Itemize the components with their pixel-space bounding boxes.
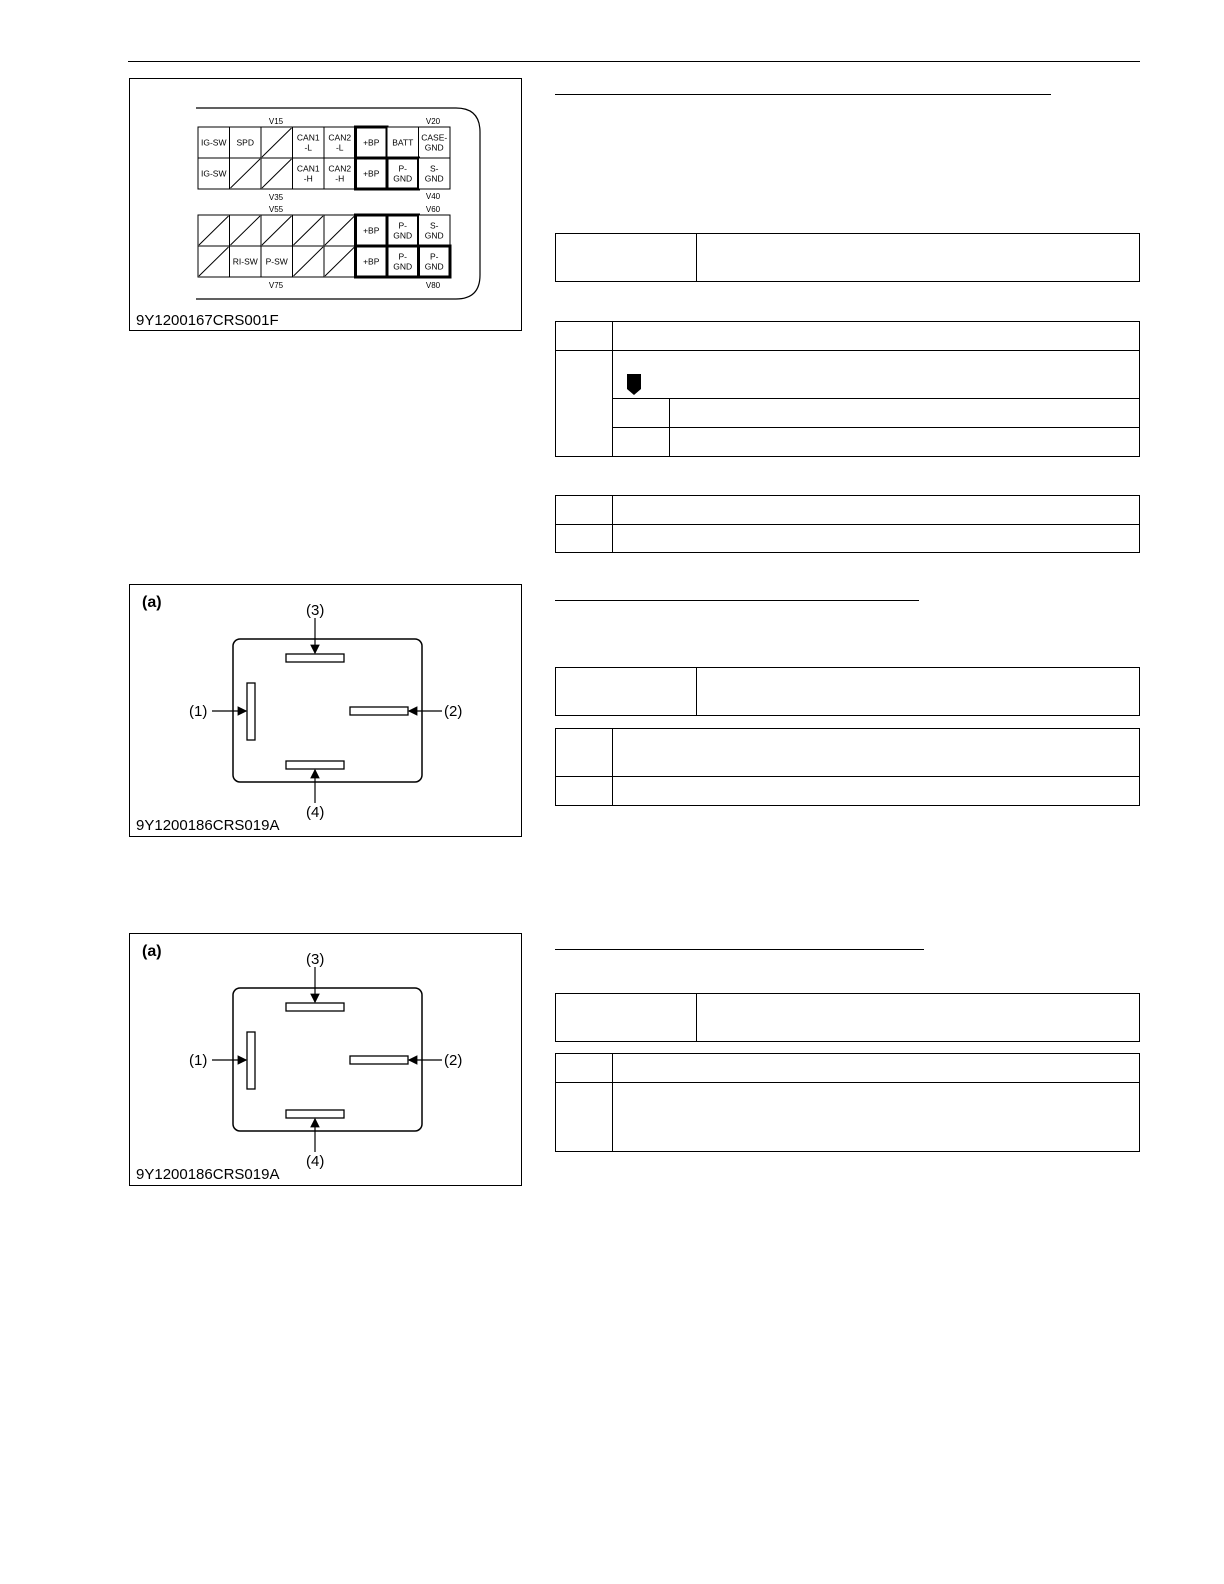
table-cell <box>613 729 1140 777</box>
pin-label: S- <box>430 163 439 174</box>
pin-ref-label: V20 <box>425 117 441 126</box>
table-cell <box>697 994 1140 1042</box>
pin-ref-label: V55 <box>268 205 284 214</box>
pin-label: CASE- <box>421 132 448 143</box>
pin-label: +BP <box>363 168 380 179</box>
pin-label: S- <box>430 220 439 231</box>
terminal-label-2: (2) <box>444 1052 463 1069</box>
section-heading-rule <box>555 949 924 950</box>
figure-code: 9Y1200186CRS019A <box>136 1166 280 1183</box>
terminal-label-1: (1) <box>189 703 208 720</box>
connector-diagram <box>130 79 521 309</box>
result-table <box>555 495 1140 553</box>
section-heading-rule <box>555 94 1051 95</box>
terminal-2 <box>350 707 408 715</box>
table-cell <box>613 524 1140 553</box>
terminal-4 <box>286 761 344 769</box>
pin-label: GND <box>393 173 413 184</box>
pin-label: RI-SW <box>232 256 258 267</box>
table-cell <box>613 351 1140 399</box>
pin-label: GND <box>393 261 413 272</box>
pin-label: CAN1 <box>296 163 320 174</box>
pin-ref-label: V75 <box>268 281 284 290</box>
pin-label: CAN1 <box>296 132 320 143</box>
figure-code: 9Y1200186CRS019A <box>136 817 280 834</box>
pin-ref-label: V80 <box>425 281 441 290</box>
terminal-label-2: (2) <box>444 703 463 720</box>
pin-label: +BP <box>363 225 380 236</box>
table-cell <box>670 399 1140 428</box>
table-cell <box>556 1054 613 1083</box>
terminal-label-4: (4) <box>306 804 325 821</box>
pin-label: +BP <box>363 137 380 148</box>
pin-label: -L <box>335 142 344 153</box>
pin-label: SPD <box>236 137 254 148</box>
terminal-1 <box>247 683 255 740</box>
relay-diagram <box>130 934 521 1185</box>
terminal-label-4: (4) <box>306 1153 325 1170</box>
table-cell <box>556 1083 613 1152</box>
pin-label: GND <box>424 142 444 153</box>
pin-label: IG-SW <box>201 137 227 148</box>
relay-figure-1 <box>129 584 522 837</box>
pin-label: P- <box>398 220 407 231</box>
pin-label: -H <box>303 173 313 184</box>
pin-label: IG-SW <box>201 168 227 179</box>
pin-label: P- <box>398 251 407 262</box>
terminal-label-1: (1) <box>189 1052 208 1069</box>
figure-code: 9Y1200167CRS001F <box>136 312 279 329</box>
terminal-label-3: (3) <box>306 602 325 619</box>
terminal-3 <box>286 1003 344 1011</box>
table-cell <box>697 234 1140 282</box>
terminal-1 <box>247 1032 255 1089</box>
table-cell <box>556 322 613 351</box>
terminal-label-3: (3) <box>306 951 325 968</box>
table-cell <box>556 668 697 716</box>
table-cell <box>556 351 613 457</box>
figure-label: (a) <box>142 594 162 611</box>
pin-label: P- <box>430 251 439 262</box>
table-cell <box>556 234 697 282</box>
pin-ref-label: V15 <box>268 117 284 126</box>
pin-label: CAN2 <box>328 132 352 143</box>
terminal-4 <box>286 1110 344 1118</box>
table-cell <box>697 668 1140 716</box>
pin-ref-label: V35 <box>268 193 284 202</box>
relay-diagram <box>130 585 521 836</box>
info-table <box>555 667 1140 716</box>
table-cell <box>556 994 697 1042</box>
pin-label: CAN2 <box>328 163 352 174</box>
table-cell <box>613 496 1140 525</box>
pin-label: P-SW <box>265 256 288 267</box>
table-cell <box>556 496 613 525</box>
figure-label: (a) <box>142 943 162 960</box>
info-table <box>555 993 1140 1042</box>
table-cell <box>556 729 613 777</box>
table-cell <box>556 524 613 553</box>
pointer-marker-icon <box>626 373 642 397</box>
pin-label: +BP <box>363 256 380 267</box>
pin-label: GND <box>424 173 444 184</box>
terminal-2 <box>350 1056 408 1064</box>
pin-label: -H <box>335 173 345 184</box>
table-cell <box>613 322 1140 351</box>
pin-ref-label: V60 <box>425 205 441 214</box>
table-cell <box>556 777 613 806</box>
table-cell <box>613 777 1140 806</box>
pin-label: GND <box>393 230 413 241</box>
section-heading-rule <box>555 600 919 601</box>
info-table <box>555 233 1140 282</box>
pin-label: P- <box>398 163 407 174</box>
table-cell <box>670 428 1140 457</box>
terminal-3 <box>286 654 344 662</box>
pin-label: GND <box>424 230 444 241</box>
pin-label: BATT <box>392 137 414 148</box>
procedure-table <box>555 321 1140 457</box>
connector-figure <box>129 78 522 331</box>
table-cell <box>613 428 670 457</box>
check-table <box>555 1053 1140 1152</box>
header-rule <box>128 61 1140 62</box>
pin-label: GND <box>424 261 444 272</box>
pin-ref-label: V40 <box>425 192 441 201</box>
pin-label: -L <box>304 142 313 153</box>
table-cell <box>613 399 670 428</box>
relay-figure-2 <box>129 933 522 1186</box>
table-cell <box>613 1083 1140 1152</box>
table-cell <box>613 1054 1140 1083</box>
check-table <box>555 728 1140 806</box>
